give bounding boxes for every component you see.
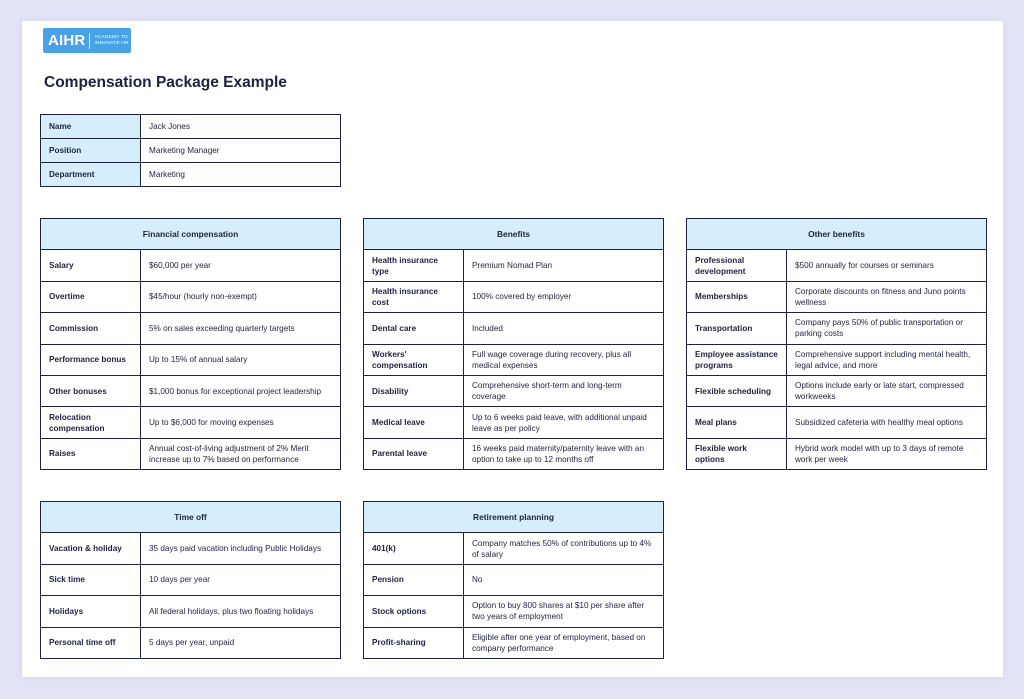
table-row — [41, 407, 341, 438]
table-row — [41, 533, 341, 564]
row-label: Department — [41, 163, 141, 187]
table-row — [687, 250, 987, 281]
row-label: Health insurance cost — [364, 281, 464, 312]
row-label: Position — [41, 139, 141, 163]
row-label: Memberships — [687, 281, 787, 312]
row-value: Option to buy 800 shares at $10 per share after two years of employment — [464, 596, 664, 627]
row-value: 5% on sales exceeding quarterly targets — [141, 313, 341, 344]
row-value: $60,000 per year — [141, 250, 341, 281]
table-row — [364, 438, 664, 469]
benefits-table — [363, 218, 664, 470]
table-row — [364, 627, 664, 658]
row-label: Workers' compensation — [364, 344, 464, 375]
table-row — [41, 313, 341, 344]
logo-wordmark: AIHR — [48, 32, 86, 49]
table-row — [364, 375, 664, 406]
row-value: Company pays 50% of public transportation or parking costs — [787, 313, 987, 344]
table-row — [41, 163, 341, 187]
row-value: Options include early or late start, compressed workweeks — [787, 375, 987, 406]
table-row — [687, 281, 987, 312]
table-heading: Benefits — [364, 219, 664, 250]
row-value: Annual cost-of-living adjustment of 2% Merit increase up to 7% based on performance — [141, 438, 341, 469]
row-label: Salary — [41, 250, 141, 281]
logo-tagline-line1: ACADEMY TO — [94, 34, 128, 40]
row-value: Comprehensive support including mental health, legal advice, and more — [787, 344, 987, 375]
row-label: Profit-sharing — [364, 627, 464, 658]
row-label: Relocation compensation — [41, 407, 141, 438]
table-row — [41, 250, 341, 281]
row-label: Parental leave — [364, 438, 464, 469]
row-label: Stock options — [364, 596, 464, 627]
table-row — [364, 344, 664, 375]
row-label: Pension — [364, 564, 464, 595]
row-value: 100% covered by employer — [464, 281, 664, 312]
table-row — [41, 115, 341, 139]
table-heading: Time off — [41, 502, 341, 533]
table-row — [41, 564, 341, 595]
row-label: Overtime — [41, 281, 141, 312]
table-heading: Financial compensation — [41, 219, 341, 250]
row-label: Personal time off — [41, 627, 141, 658]
row-value: $1,000 bonus for exceptional project leadership — [141, 375, 341, 406]
row-value: Company matches 50% of contributions up to 4% of salary — [464, 533, 664, 564]
logo-tagline — [94, 35, 128, 46]
employee-info-table — [40, 114, 341, 187]
row-label: Performance bonus — [41, 344, 141, 375]
table-row — [41, 375, 341, 406]
table-row — [687, 438, 987, 469]
logo-tagline-line2: INNOVATE HR — [94, 40, 129, 46]
row-value: Jack Jones — [141, 115, 341, 139]
table-row — [41, 139, 341, 163]
row-label: Dental care — [364, 313, 464, 344]
row-label: Raises — [41, 438, 141, 469]
row-value: Corporate discounts on fitness and Juno points wellness — [787, 281, 987, 312]
row-label: Vacation & holiday — [41, 533, 141, 564]
table-heading: Other benefits — [687, 219, 987, 250]
row-value: 35 days paid vacation including Public Holidays — [141, 533, 341, 564]
row-value: Eligible after one year of employment, based on company performance — [464, 627, 664, 658]
row-label: Meal plans — [687, 407, 787, 438]
table-row — [364, 533, 664, 564]
table-row — [41, 596, 341, 627]
row-label: Other bonuses — [41, 375, 141, 406]
table-row — [364, 281, 664, 312]
row-label: Employee assistance programs — [687, 344, 787, 375]
row-value: Premium Nomad Plan — [464, 250, 664, 281]
table-row — [687, 313, 987, 344]
table-row — [364, 564, 664, 595]
row-label: Flexible work options — [687, 438, 787, 469]
time-off-table — [40, 501, 341, 659]
row-label: Medical leave — [364, 407, 464, 438]
row-label: Name — [41, 115, 141, 139]
financial-compensation-table — [40, 218, 341, 470]
row-value: Up to $6,000 for moving expenses — [141, 407, 341, 438]
table-row — [41, 344, 341, 375]
row-value: Up to 6 weeks paid leave, with additional unpaid leave as per policy — [464, 407, 664, 438]
row-value: Marketing Manager — [141, 139, 341, 163]
table-row — [687, 407, 987, 438]
row-value: $45/hour (hourly non-exempt) — [141, 281, 341, 312]
logo-divider — [89, 33, 90, 49]
row-value: 5 days per year, unpaid — [141, 627, 341, 658]
table-row — [41, 627, 341, 658]
retirement-planning-table — [363, 501, 664, 659]
table-row — [364, 596, 664, 627]
document-card — [22, 21, 1003, 677]
row-label: Transportation — [687, 313, 787, 344]
table-row — [364, 313, 664, 344]
other-benefits-table — [686, 218, 987, 470]
row-value: Hybrid work model with up to 3 days of remote work per week — [787, 438, 987, 469]
table-row — [687, 375, 987, 406]
table-row — [41, 438, 341, 469]
table-row — [687, 344, 987, 375]
row-value: Subsidized cafeteria with healthy meal options — [787, 407, 987, 438]
row-value: No — [464, 564, 664, 595]
table-row — [41, 281, 341, 312]
row-label: Holidays — [41, 596, 141, 627]
table-row — [364, 407, 664, 438]
page-title: Compensation Package Example — [44, 74, 287, 91]
row-value: Up to 15% of annual salary — [141, 344, 341, 375]
table-row — [364, 250, 664, 281]
row-value: Full wage coverage during recovery, plus all medical expenses — [464, 344, 664, 375]
row-value: $500 annually for courses or seminars — [787, 250, 987, 281]
row-value: All federal holidays, plus two floating holidays — [141, 596, 341, 627]
aihr-logo — [43, 28, 131, 53]
row-label: Health insurance type — [364, 250, 464, 281]
row-value: Comprehensive short-term and long-term coverage — [464, 375, 664, 406]
row-label: Disability — [364, 375, 464, 406]
row-value: Marketing — [141, 163, 341, 187]
row-label: Flexible scheduling — [687, 375, 787, 406]
row-value: Included — [464, 313, 664, 344]
row-label: Professional development — [687, 250, 787, 281]
row-label: Sick time — [41, 564, 141, 595]
row-value: 10 days per year — [141, 564, 341, 595]
table-heading: Retirement planning — [364, 502, 664, 533]
row-label: Commission — [41, 313, 141, 344]
row-label: 401(k) — [364, 533, 464, 564]
row-value: 16 weeks paid maternity/paternity leave with an option to take up to 12 months off — [464, 438, 664, 469]
